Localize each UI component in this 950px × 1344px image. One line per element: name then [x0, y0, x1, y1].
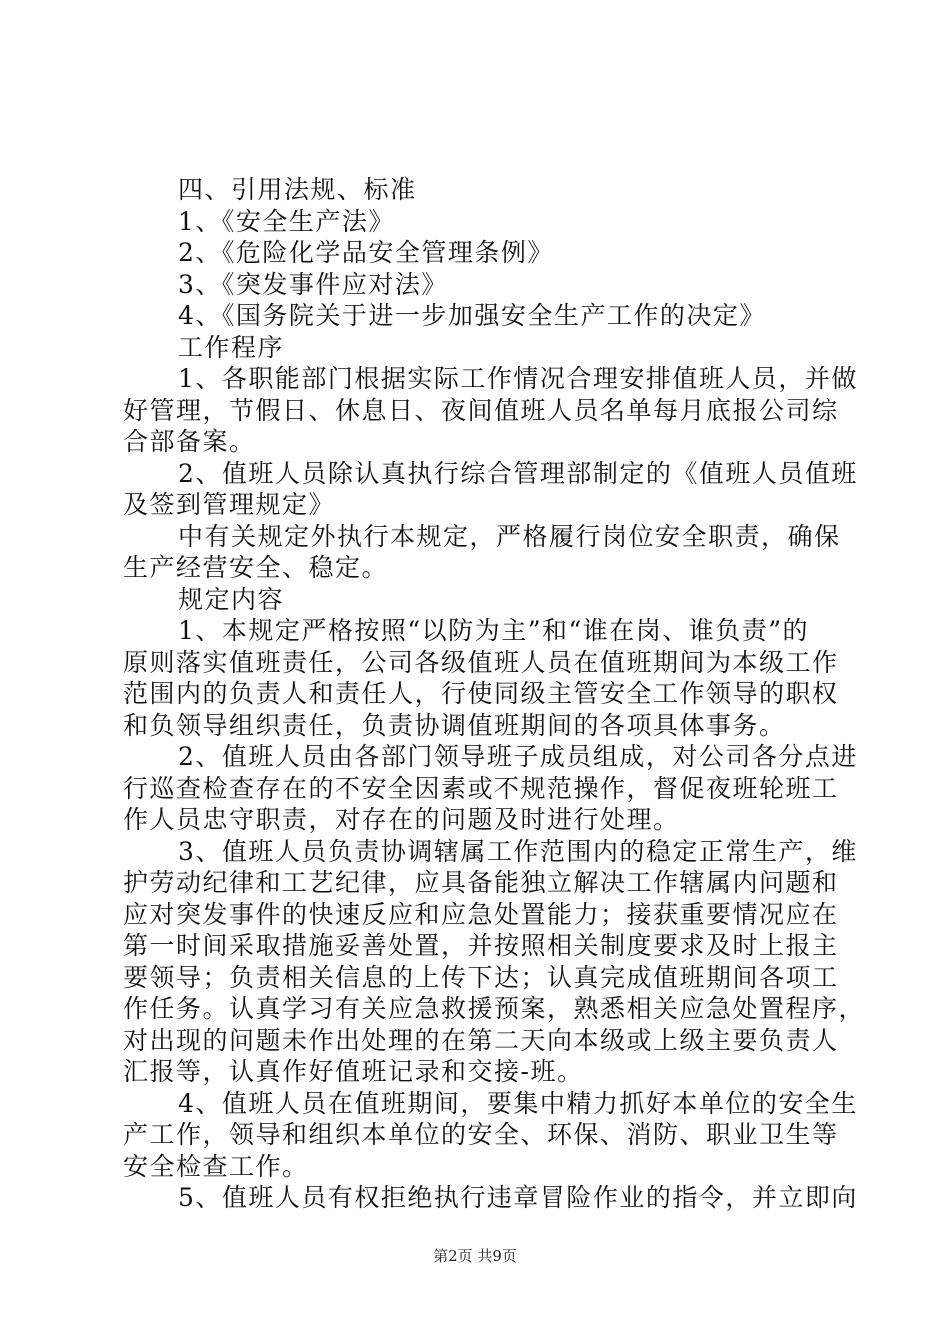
paragraph-line: 范围内的负责人和责任人，行使同级主管安全工作领导的职权 [123, 679, 839, 708]
paragraph-line: 原则落实值班责任，公司各级值班人员在值班期间为本级工作 [123, 647, 839, 677]
paragraph-line: 中有关规定外执行本规定，严格履行岗位安全职责，确保 [178, 521, 841, 551]
paragraph-line: 合部备案。 [123, 427, 256, 456]
paragraph-line: 1、各职能部门根据实际工作情况合理安排值班人员，并做 [178, 364, 858, 393]
section-heading: 工作程序 [178, 332, 285, 362]
list-item: 1、《安全生产法》 [178, 206, 395, 236]
paragraph-line: 及签到管理规定》 [123, 490, 336, 519]
paragraph-line: 3、值班人员负责协调辖属工作范围内的稳定正常生产，维 [178, 836, 858, 866]
paragraph-line: 护劳动纪律和工艺纪律，应具备能独立解决工作辖属内问题和 [123, 868, 839, 897]
paragraph-line: 应对突发事件的快速反应和应急处置能力；接获重要情况应在 [123, 899, 839, 929]
paragraph-line: 安全检查工作。 [123, 1151, 309, 1181]
list-item: 3、《突发事件应对法》 [178, 269, 448, 299]
paragraph-line: 和负领导组织责任，负责协调值班期间的各项具体事务。 [123, 710, 786, 740]
paragraph-line: 1、本规定严格按照“以防为主”和“谁在岗、谁负责”的 [178, 616, 810, 645]
paragraph-line: 作人员忠守职责，对存在的问题及时进行处理。 [123, 805, 680, 834]
paragraph-line: 5、值班人员有权拒绝执行违章冒险作业的指令，并立即向 [178, 1183, 858, 1212]
paragraph-line: 对出现的问题未作出处理的在第二天向本级或上级主要负责人 [123, 1025, 839, 1055]
list-item: 4、《国务院关于进一步加强安全生产工作的决定》 [178, 301, 766, 330]
list-item: 2、《危险化学品安全管理条例》 [178, 238, 554, 267]
section-heading: 四、引用法规、标准 [178, 175, 417, 204]
page-number: 第2页 共9页 [433, 1247, 517, 1265]
paragraph-line: 2、值班人员由各部门领导班子成员组成，对公司各分点进 [178, 742, 858, 771]
section-heading: 规定内容 [178, 584, 285, 614]
paragraph-line: 行巡查检查存在的不安全因素或不规范操作，督促夜班轮班工 [123, 773, 839, 803]
paragraph-line: 汇报等，认真作好值班记录和交接-班。 [123, 1057, 584, 1086]
paragraph-line: 好管理，节假日、休息日、夜间值班人员名单每月底报公司综 [123, 395, 839, 425]
paragraph-line: 产工作，领导和组织本单位的安全、环保、消防、职业卫生等 [123, 1120, 839, 1149]
paragraph-line: 要领导；负责相关信息的上传下达；认真完成值班期间各项工 [123, 962, 839, 992]
paragraph-line: 作任务。认真学习有关应急救援预案，熟悉相关应急处置程序， [123, 994, 866, 1023]
paragraph-line: 2、值班人员除认真执行综合管理部制定的《值班人员值班 [178, 458, 858, 488]
paragraph-line: 第一时间采取措施妥善处置，并按照相关制度要求及时上报主 [123, 931, 839, 960]
paragraph-line: 生产经营安全、稳定。 [123, 553, 389, 582]
paragraph-line: 4、值班人员在值班期间，要集中精力抓好本单位的安全生 [178, 1088, 858, 1118]
